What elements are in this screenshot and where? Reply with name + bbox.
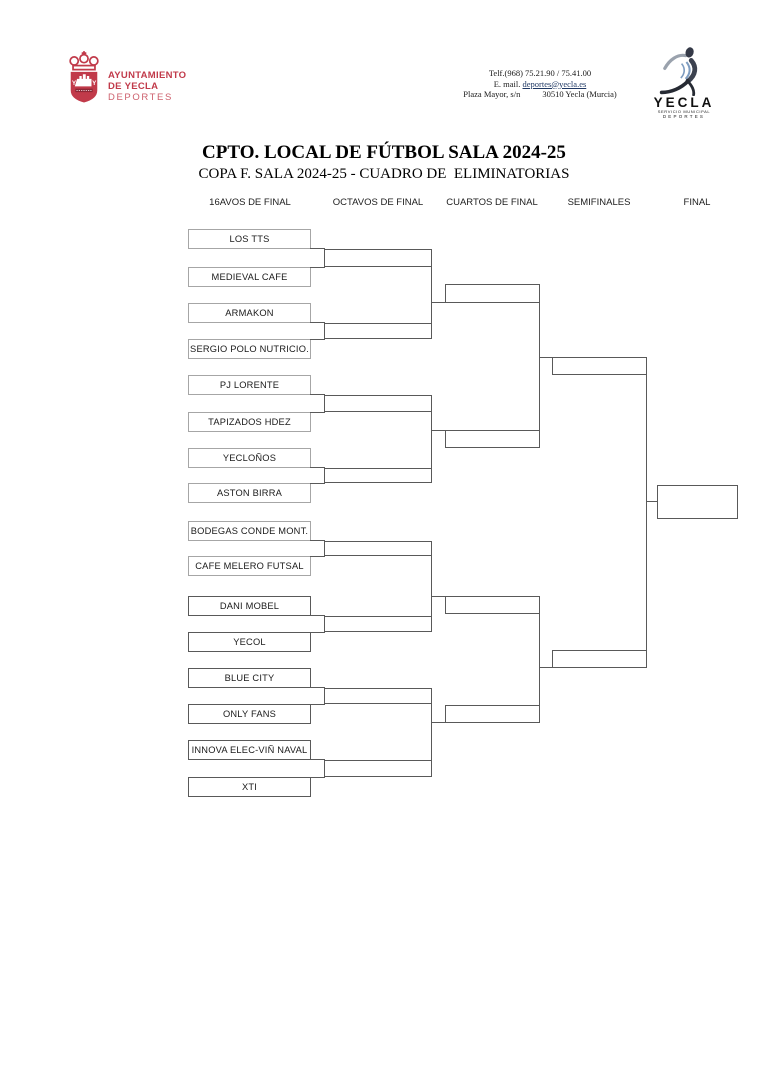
athlete-icon [652, 44, 716, 96]
bracket-connector [310, 467, 325, 468]
octavos-slot [324, 323, 432, 339]
octavos-slot [324, 468, 432, 483]
semifinal-slot [552, 650, 647, 668]
team-box: CAFE MELERO FUTSAL [188, 556, 311, 576]
round-header: CUARTOS DE FINAL [446, 197, 538, 208]
bracket-connector [310, 687, 325, 688]
bracket-connector [539, 357, 552, 358]
cuartos-slot [445, 430, 540, 448]
brand-line-3: DEPORTES [108, 92, 173, 103]
bracket-connector [539, 596, 540, 723]
bracket-connector [431, 430, 445, 431]
crest-letter-right: Y [92, 80, 97, 88]
bracket-connector [539, 284, 540, 448]
yecla-deportes-logo [645, 44, 723, 120]
bracket-connector [431, 302, 445, 303]
bracket-connector [539, 667, 552, 668]
contact-postal-city: 30510 Yecla (Murcia) [542, 89, 617, 99]
octavos-slot [324, 395, 432, 412]
round-header: OCTAVOS DE FINAL [332, 197, 424, 208]
bracket-connector [646, 501, 657, 502]
brand-line-2: DE YECLA [108, 81, 159, 92]
bracket-connector [310, 322, 325, 323]
bracket-connector [310, 267, 325, 268]
ayuntamiento-crest-logo [66, 50, 102, 110]
contact-address-line [430, 89, 650, 100]
team-box: BLUE CITY [188, 668, 311, 688]
bracket-connector [310, 248, 325, 249]
octavos-slot [324, 688, 432, 704]
yecla-wordmark: YECLA [653, 95, 715, 110]
semifinal-slot [552, 357, 647, 375]
contact-email-line [430, 79, 650, 90]
cuartos-slot [445, 284, 540, 303]
final-slot [657, 485, 738, 519]
bracket-connector [431, 688, 432, 777]
octavos-slot [324, 760, 432, 777]
team-box: YECOL [188, 632, 311, 652]
octavos-slot [324, 541, 432, 556]
bracket-connector [310, 556, 325, 557]
round-header: 16AVOS DE FINAL [209, 197, 291, 208]
team-box: MEDIEVAL CAFE [188, 267, 311, 287]
bracket-connector [431, 722, 445, 723]
crest-letter-left: Y [71, 80, 77, 88]
bracket-connector [310, 540, 325, 541]
bracket-connector [431, 541, 432, 632]
team-box: ONLY FANS [188, 704, 311, 724]
bracket-connector [431, 395, 432, 483]
team-box: ASTON BIRRA [188, 483, 311, 503]
contact-address: Plaza Mayor, s/n [463, 89, 521, 99]
cuartos-slot [445, 596, 540, 614]
contact-block [430, 68, 650, 100]
bracket-connector [646, 357, 647, 668]
bracket-connector [431, 596, 445, 597]
bracket-connector [310, 704, 325, 705]
team-box: SERGIO POLO NUTRICIO. [188, 339, 311, 359]
round-header: FINAL [683, 197, 711, 208]
bracket-connector [431, 249, 432, 339]
octavos-slot [324, 616, 432, 632]
team-box: BODEGAS CONDE MONT. [188, 521, 311, 541]
team-box: YECLOÑOS [188, 448, 311, 468]
team-box: ARMAKON [188, 303, 311, 323]
cuartos-slot [445, 705, 540, 723]
bracket-connector [310, 339, 325, 340]
brand-line-1: AYUNTAMIENTO [108, 70, 187, 81]
team-box: PJ LORENTE [188, 375, 311, 395]
bracket-connector [310, 483, 325, 484]
team-box: LOS TTS [188, 229, 311, 249]
bracket-connector [310, 632, 325, 633]
bracket-connector [310, 777, 325, 778]
bracket-connector [310, 759, 325, 760]
yecla-sub1: SERVICIO MUNICIPAL [657, 109, 711, 114]
team-box: XTI [188, 777, 311, 797]
email-link[interactable]: deportes@yecla.es [522, 78, 587, 89]
bracket-connector [310, 394, 325, 395]
bracket-connector [310, 412, 325, 413]
bracket-connector [310, 615, 325, 616]
contact-phone: Telf.(968) 75.21.90 / 75.41.00 [488, 68, 592, 78]
ayuntamiento-wordmark [108, 70, 186, 103]
page-subtitle: COPA F. SALA 2024-25 - CUADRO DE ELIMINATORIAS [198, 166, 570, 182]
team-box: TAPIZADOS HDEZ [188, 412, 311, 432]
round-header: SEMIFINALES [567, 197, 631, 208]
team-box: INNOVA ELEC-VIÑ NAVAL [188, 740, 311, 760]
page-title: CPTO. LOCAL DE FÚTBOL SALA 2024-25 [202, 142, 566, 163]
octavos-slot [324, 249, 432, 267]
yecla-sub2: DEPORTES [662, 114, 706, 119]
team-box: DANI MOBEL [188, 596, 311, 616]
contact-email-prefix: E. mail. [493, 78, 523, 89]
